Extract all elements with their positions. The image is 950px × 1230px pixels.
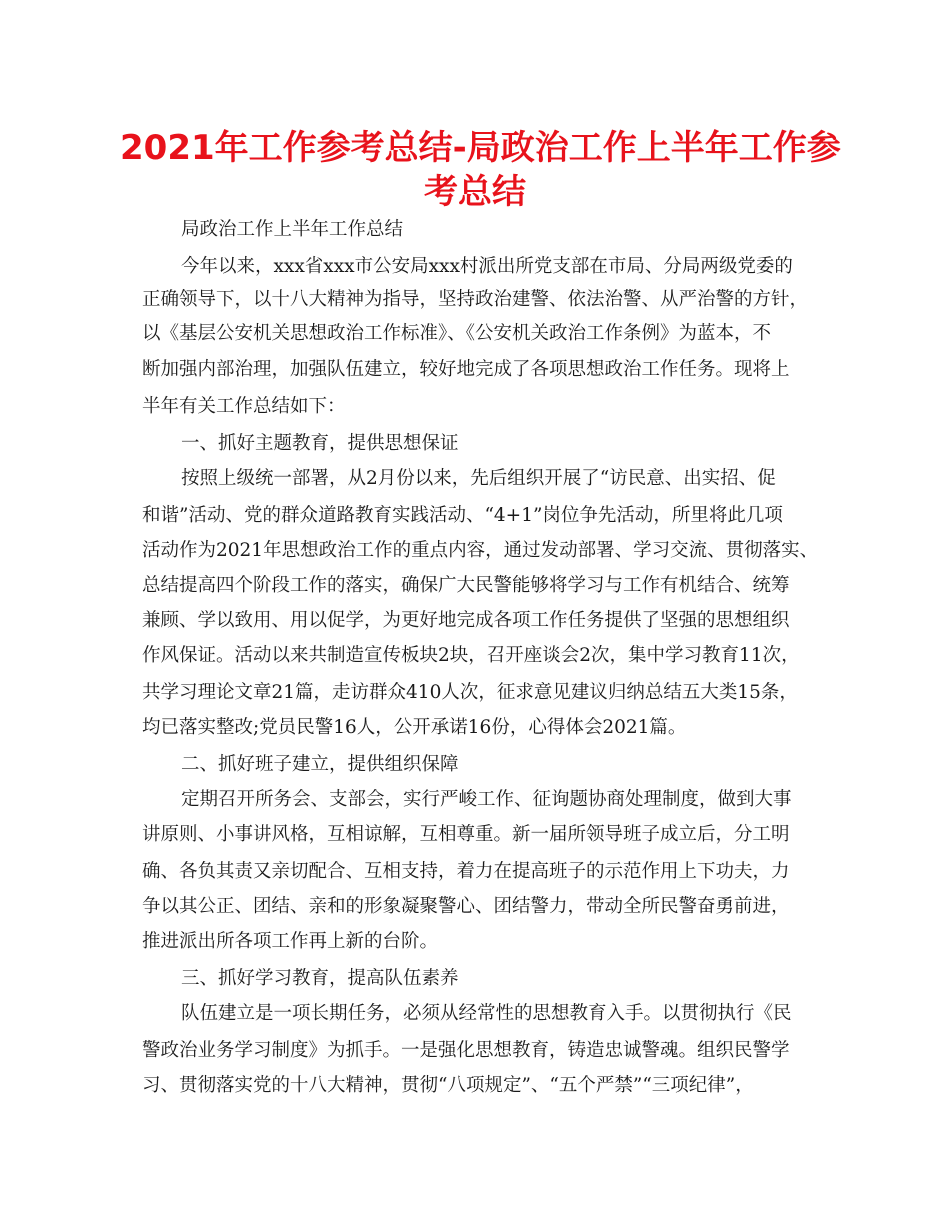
paragraph-line: 作风保证。活动以来共制造宣传板块2块，召开座谈会2次，集中学习教育11次，	[142, 645, 800, 666]
paragraph-line: 今年以来，xxx省xxx市公安局xxx村派出所党支部在市局、分局两级党委的	[181, 256, 793, 277]
paragraph-line: 确、各负其责又亲切配合、互相支持，着力在提高班子的示范作用上下功夫，力	[142, 861, 790, 882]
paragraph-line: 按照上级统一部署，从2月份以来，先后组织开展了“访民意、出实招、促	[181, 468, 776, 489]
paragraph-line: 警政治业务学习制度》为抓手。一是强化思想教育，铸造忠诚警魂。组织民警学	[142, 1040, 790, 1061]
document-title-line-1: 2021年工作参考总结-局政治工作上半年工作参	[120, 128, 841, 168]
paragraph-line: 习、贯彻落实党的十八大精神，贯彻“八项规定”、“五个严禁”“三项纪律”，	[142, 1075, 754, 1096]
paragraph-line: 以《基层公安机关思想政治工作标准》、《公安机关政治工作条例》为蓝本，不	[142, 323, 772, 344]
paragraph-line: 兼顾、学以致用、用以促学，为更好地完成各项工作任务提供了坚强的思想组织	[142, 610, 790, 631]
document-title-line-2: 考总结	[424, 172, 526, 212]
paragraph-line: 和谐”活动、党的群众道路教育实践活动、“4+1”岗位争先活动，所里将此几项	[142, 505, 783, 526]
paragraph-line: 总结提高四个阶段工作的落实，确保广大民警能够将学习与工作有机结合、统筹	[142, 575, 790, 596]
paragraph-line: 断加强内部治理，加强队伍建立，较好地完成了各项思想政治工作任务。现将上	[142, 359, 790, 380]
paragraph-line: 活动作为2021年思想政治工作的重点内容，通过发动部署、学习交流、贯彻落实、	[142, 540, 819, 561]
paragraph-line: 讲原则、小事讲风格，互相谅解，互相尊重。新一届所领导班子成立后，分工明	[142, 824, 790, 845]
paragraph-line: 正确领导下，以十八大精神为指导，坚持政治建警、依法治警、从严治警的方针，	[142, 289, 809, 310]
section-heading: 三、抓好学习教育，提高队伍素养	[181, 968, 459, 989]
paragraph-line: 队伍建立是一项长期任务，必须从经常性的思想教育入手。以贯彻执行《民	[181, 1003, 792, 1024]
paragraph-line: 争以其公正、团结、亲和的形象凝聚警心、团结警力，带动全所民警奋勇前进，	[142, 896, 790, 917]
paragraph-line: 局政治工作上半年工作总结	[181, 219, 404, 240]
paragraph-line: 共学习理论文章21篇，走访群众410人次，征求意见建议归纳总结五大类15条，	[142, 682, 798, 703]
paragraph-line: 推进派出所各项工作再上新的台阶。	[142, 931, 439, 952]
section-heading: 一、抓好主题教育，提供思想保证	[181, 433, 459, 454]
section-heading: 二、抓好班子建立，提供组织保障	[181, 754, 459, 775]
paragraph-line: 定期召开所务会、支部会，实行严峻工作、征询题协商处理制度，做到大事	[181, 789, 792, 810]
paragraph-line: 均已落实整改;党员民警16人，公开承诺16份，心得体会2021篇。	[142, 717, 687, 738]
paragraph-line: 半年有关工作总结如下：	[142, 396, 346, 417]
